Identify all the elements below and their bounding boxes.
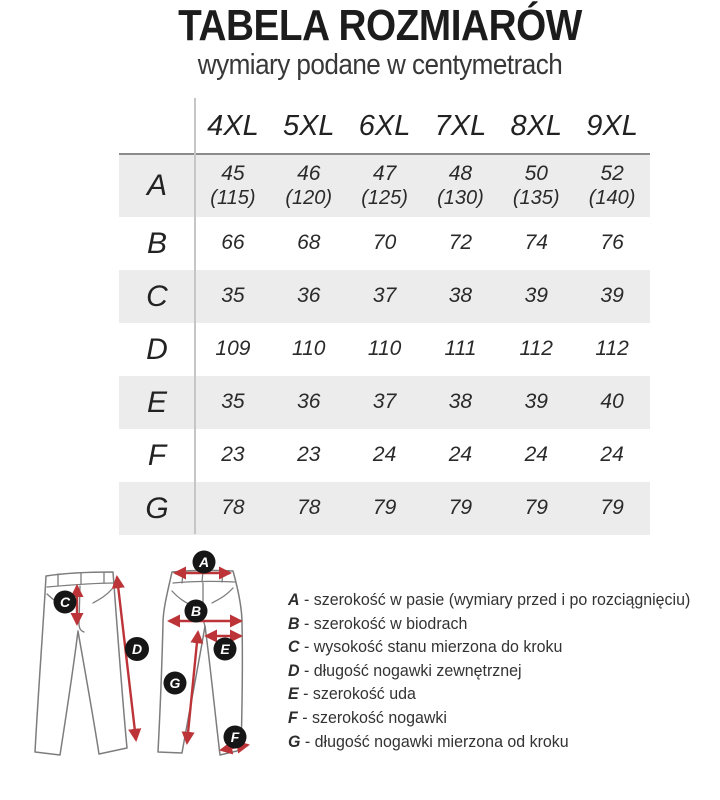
row-label: B	[146, 226, 167, 260]
cell-value: 39	[600, 284, 624, 308]
cell-value: 52	[600, 162, 624, 186]
table-cell	[347, 162, 423, 209]
table-cell	[498, 390, 574, 414]
cell-value: 66	[221, 231, 245, 255]
table-cell	[574, 231, 650, 255]
page-title: TABELA ROZMIARÓW	[178, 1, 582, 50]
table-cell	[195, 284, 271, 308]
legend-separator: -	[299, 590, 314, 609]
legend-text: szerokość nogawki	[311, 707, 447, 727]
legend-text: długość nogawki mierzona od kroku	[314, 731, 569, 751]
cell-value: 50	[524, 162, 548, 186]
legend-letter: F	[288, 707, 298, 727]
row-label: A	[146, 169, 167, 202]
table-cell	[271, 231, 347, 255]
cell-value: 38	[448, 284, 473, 308]
row-label: E	[146, 385, 167, 419]
size-table	[119, 99, 650, 535]
badge-g-letter: G	[169, 675, 181, 691]
legend-letter: A	[288, 590, 300, 609]
cell-subvalue: (140)	[588, 186, 636, 209]
table-cell	[195, 390, 271, 414]
legend-item-f	[288, 708, 690, 732]
legend-item-a	[288, 590, 690, 614]
column-header-4xl: 4XL	[207, 109, 259, 142]
table-row-g	[119, 482, 650, 535]
pants-left-outline	[35, 572, 127, 755]
cell-value: 23	[221, 443, 245, 467]
legend-letter: C	[288, 637, 300, 657]
row-label: G	[145, 491, 169, 525]
legend-item-b	[288, 614, 690, 638]
cell-value: 112	[595, 337, 629, 361]
legend-text: wysokość stanu mierzona do kroku	[313, 637, 563, 657]
table-cell	[271, 337, 347, 361]
cell-subvalue: (120)	[285, 186, 333, 209]
cell-value: 79	[600, 496, 624, 520]
cell-value: 37	[372, 284, 397, 308]
column-header-9xl: 9XL	[586, 109, 638, 142]
page-header	[40, 1, 720, 82]
table-cell	[195, 162, 271, 209]
cell-subvalue: (125)	[361, 186, 408, 209]
cell-value: 35	[221, 284, 245, 308]
cell-value: 110	[292, 337, 326, 361]
table-cell	[347, 284, 423, 308]
legend-separator: -	[299, 637, 314, 657]
table-row-e	[119, 376, 650, 429]
cell-value: 70	[372, 231, 397, 255]
cell-value: 45	[221, 162, 245, 186]
table-cell	[498, 443, 574, 467]
cell-value: 46	[297, 162, 321, 186]
badge-c-letter: C	[59, 594, 71, 610]
table-cell	[195, 496, 271, 520]
table-cell	[574, 390, 650, 414]
cell-value: 68	[297, 231, 321, 255]
legend-text: długość nogawki zewnętrznej	[313, 660, 522, 680]
cell-value: 24	[600, 443, 624, 467]
badge-b-letter: B	[190, 603, 202, 619]
cell-value: 24	[448, 443, 473, 467]
legend-letter: D	[288, 660, 300, 680]
badge-d-letter: D	[131, 641, 143, 657]
cell-value: 111	[444, 337, 477, 361]
cell-value: 74	[524, 231, 548, 255]
table-cell	[195, 337, 271, 361]
cell-value: 72	[448, 231, 473, 255]
legend-separator: -	[299, 613, 314, 633]
table-cell	[423, 443, 499, 467]
cell-value: 36	[297, 284, 321, 308]
table-cell	[423, 284, 499, 308]
table-cell	[498, 162, 574, 209]
table-cell	[498, 337, 574, 361]
legend-separator: -	[300, 731, 315, 751]
table-cell	[271, 162, 347, 209]
table-cell	[347, 337, 423, 361]
table-cell	[271, 496, 347, 520]
cell-value: 40	[600, 390, 624, 414]
table-cell	[423, 390, 499, 414]
cell-value: 24	[524, 443, 548, 467]
table-row-a	[119, 155, 650, 217]
pants-diagram-right	[158, 551, 248, 756]
table-cell	[271, 390, 347, 414]
legend-letter: G	[288, 731, 301, 751]
column-header-5xl: 5XL	[282, 109, 335, 142]
cell-value: 78	[221, 496, 245, 520]
cell-value: 48	[448, 162, 473, 186]
legend-separator: -	[297, 707, 312, 727]
legend-item-e	[288, 684, 690, 708]
cell-value: 78	[297, 496, 321, 520]
table-cell	[347, 496, 423, 520]
cell-value: 109	[215, 337, 251, 361]
table-header-row	[119, 99, 650, 153]
row-label: C	[146, 279, 168, 313]
table-cell	[195, 443, 271, 467]
table-cell	[423, 162, 499, 209]
cell-value: 23	[297, 443, 321, 467]
cell-value: 47	[372, 162, 397, 186]
legend-item-c	[288, 637, 690, 661]
legend-item-d	[288, 661, 690, 685]
cell-subvalue: (135)	[512, 186, 560, 209]
table-body	[119, 153, 650, 535]
table-cell	[574, 337, 650, 361]
legend-letter: E	[288, 684, 299, 704]
cell-value: 36	[297, 390, 321, 414]
table-cell	[498, 284, 574, 308]
legend-text: szerokość uda	[312, 684, 416, 704]
cell-value: 39	[524, 390, 548, 414]
table-cell	[498, 496, 574, 520]
table-cell	[271, 284, 347, 308]
measurement-legend	[288, 590, 690, 755]
badge-e-letter: E	[220, 641, 230, 657]
legend-text: szerokość w biodrach	[313, 613, 468, 633]
row-label: D	[146, 332, 168, 366]
cell-value: 35	[221, 390, 245, 414]
pants-measurement-diagram	[5, 545, 285, 795]
table-cell	[271, 443, 347, 467]
legend-separator: -	[298, 684, 313, 704]
table-cell	[498, 231, 574, 255]
table-row-d	[119, 323, 650, 376]
table-cell	[574, 284, 650, 308]
column-header-8xl: 8XL	[510, 109, 563, 142]
cell-value: 79	[448, 496, 473, 520]
badge-a-letter: A	[198, 554, 210, 570]
table-cell	[423, 231, 499, 255]
table-cell	[574, 496, 650, 520]
row-label: F	[147, 438, 167, 472]
table-cell	[195, 231, 271, 255]
cell-value: 79	[524, 496, 548, 520]
table-column-divider	[194, 98, 196, 534]
cell-subvalue: (130)	[437, 186, 484, 209]
badge-f-letter: F	[230, 729, 240, 745]
legend-separator: -	[299, 660, 314, 680]
table-cell	[574, 162, 650, 209]
legend-text: szerokość w pasie (wymiary przed i po rozciągnięciu)	[313, 590, 691, 609]
legend-item-g	[288, 732, 690, 756]
table-cell	[423, 337, 499, 361]
cell-value: 79	[372, 496, 397, 520]
table-cell	[574, 443, 650, 467]
cell-value: 110	[367, 337, 402, 361]
cell-subvalue: (115)	[210, 186, 256, 209]
table-cell	[347, 390, 423, 414]
cell-value: 37	[372, 390, 397, 414]
column-header-7xl: 7XL	[434, 109, 487, 142]
table-row-c	[119, 270, 650, 323]
column-header-6xl: 6XL	[358, 109, 411, 142]
cell-value: 112	[519, 337, 553, 361]
cell-value: 38	[448, 390, 473, 414]
table-cell	[347, 443, 423, 467]
cell-value: 39	[524, 284, 548, 308]
cell-value: 24	[372, 443, 397, 467]
table-row-b	[119, 217, 650, 270]
table-row-f	[119, 429, 650, 482]
table-cell	[423, 496, 499, 520]
pants-diagram-left	[35, 572, 149, 755]
table-cell	[347, 231, 423, 255]
legend-letter: B	[288, 613, 300, 633]
page-subtitle: wymiary podane w centymetrach	[197, 49, 563, 81]
cell-value: 76	[600, 231, 624, 255]
